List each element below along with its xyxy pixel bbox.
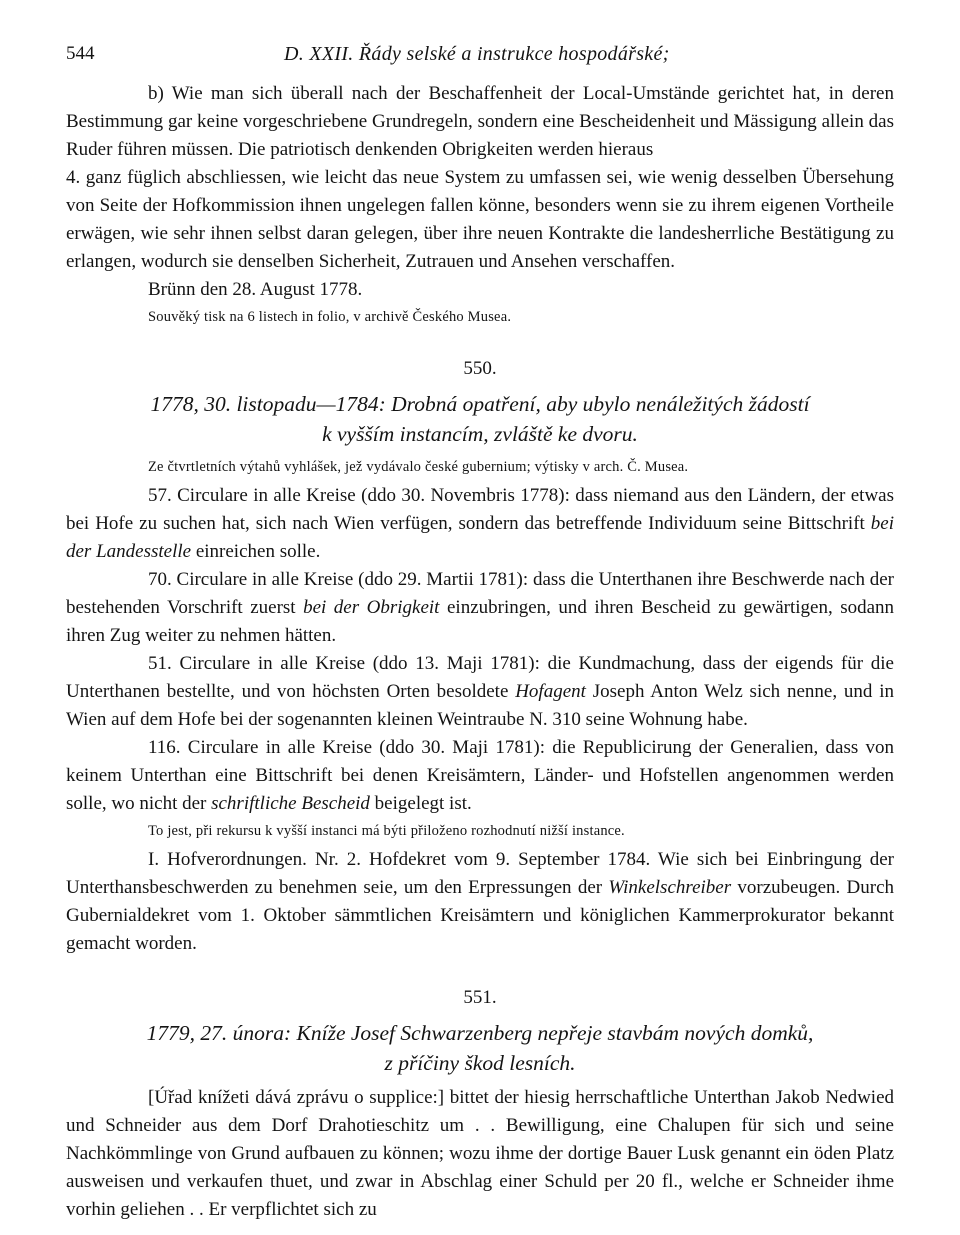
entry-70 xyxy=(66,566,894,650)
entry-I-end: vorzubeugen. Durch Gubernialdekret vom 1. Oktober sämmtlichen Kreisämtern und königlichen Kammerprokurator bekannt gemacht worden. xyxy=(66,877,894,954)
heading-line-1: 1779, 27. února: Kníže Josef Schwarzenberg nepřeje stavbám nových domků, xyxy=(146,1021,814,1045)
heading-line-2: k vyšším instancím, zvláště ke dvoru. xyxy=(322,422,638,446)
section-number-550: 550. xyxy=(463,358,497,379)
heading-line-1: 1778, 30. listopadu—1784: Drobná opatření, aby ubylo nenáležitých žádostí xyxy=(150,392,810,416)
entry-57 xyxy=(66,482,894,566)
running-title: D. XXII. Řády selské a instrukce hospodářské; xyxy=(284,43,670,65)
place-date: Brünn den 28. August 1778. xyxy=(148,279,363,300)
entry-116-text: 116. Circulare in alle Kreise (ddo 30. Maji 1781): die Republicirung der Generalien, dass von keinem Unterthan eine Bittschrift bei denen Kreisämtern, Länder- und Hofstellen angenommen werden solle, wo nicht der xyxy=(66,737,894,814)
running-header xyxy=(66,40,894,80)
entry-116 xyxy=(66,734,894,818)
entry-116-end: beigelegt ist. xyxy=(374,793,472,814)
entry-70-emphasis: bei der Obrigkeit xyxy=(303,597,440,618)
entry-51 xyxy=(66,650,894,734)
source-note-550: Ze čtvrtletních výtahů vyhlášek, jež vydávalo české gubernium; výtisky v arch. Č. Musea. xyxy=(148,459,689,475)
entry-57-end: einreichen solle. xyxy=(195,541,321,562)
paragraph-4: 4. ganz füglich abschliessen, wie leicht das neue System zu umfassen sei, wie wenig desselben Übersehung von Seite der Hofkommission ihnen ungelegen fallen könne, besonders wenn sie zu ihrem eigenen Vortheile erwägen, wie sehr ihnen selbst daran gelegen, über ihre neuen Kontrakte die landesherrliche Bestätigung zu erlangen, wodurch sie denselben Sicherheit, Zutrauen und Ansehen verschaffen. xyxy=(66,167,894,272)
entry-I xyxy=(66,846,894,958)
entry-70-text: 70. Circulare in alle Kreise (ddo 29. Martii 1781): dass die Unterthanen ihre Beschwerde nach der bestehenden Vorschrift zuerst xyxy=(66,569,894,618)
paragraph-551-body: [Úřad knížeti dává zprávu o supplice:] bittet der hiesig herrschaftliche Unterthan Jakob Nedwied und Schneider aus dem Dorf Drahotieschitz um . . Bewilligung, eine Chalupen für sich und seine Nachkömmlinge von Grund aufbauen zu können; wozu ihme der dortige Bauer Lusk genannt ein öden Platz ausweisen und verkaufen thuet, und zwar in Abschlag einer Schuld per 20 fl., welche er Schneider ihme vorhin geliehen . . Er verpflichtet sich zu xyxy=(66,1087,894,1220)
heading-line-2: z příčiny škod lesních. xyxy=(384,1051,576,1075)
entry-I-text: I. Hofverordnungen. Nr. 2. Hofdekret vom 9. September 1784. Wie sich bei Einbringung der Unterthansbeschwerden zu benehmen seie, um den Erpressungen der xyxy=(66,849,894,898)
page-number: 544 xyxy=(66,43,95,64)
entry-57-text: 57. Circulare in alle Kreise (ddo 30. Novembris 1778): dass niemand aus den Ländern, der etwas bei Hofe zu suchen hat, sich nach Wien verfügen, sondern das betreffende Individuum seine Bittschrift xyxy=(66,485,894,534)
entry-51-end: Joseph Anton Welz sich nenne, und in Wien auf dem Hofe bei der sogenannten kleinen Weintraube N. 310 seine Wohnung habe. xyxy=(66,681,894,730)
entry-116-emphasis: schriftliche Bescheid xyxy=(211,793,370,814)
entry-51-emphasis: Hofagent xyxy=(515,681,586,702)
entry-51-text: 51. Circulare in alle Kreise (ddo 13. Maji 1781): die Kundmachung, dass der eigends für die Unterthanen bestellte, und von höchsten Orten besoldete xyxy=(66,653,894,702)
source-note: Souvěký tisk na 6 listech in folio, v archivě Českého Musea. xyxy=(148,309,512,325)
section-number-551: 551. xyxy=(463,987,497,1008)
note-116: To jest, při rekursu k vyšší instanci má býti přiloženo rozhodnutí nižší instance. xyxy=(148,823,625,839)
entry-70-end: einzubringen, und ihren Bescheid zu gewärtigen, sodann ihren Zug weiter zu nehmen hätten. xyxy=(66,597,895,646)
paragraph-b: b) Wie man sich überall nach der Beschaffenheit der Local-Umstände gerichtet hat, in deren Bestimmung gar keine vorgeschriebene Grundregeln, sondern eine Bescheidenheit und Mässigung allein das Ruder führen müssen. Die patriotisch denkenden Obrigkeiten werden hieraus xyxy=(66,83,894,160)
entry-57-emphasis: bei der Landesstelle xyxy=(66,513,894,562)
entry-I-emphasis: Winkelschreiber xyxy=(608,877,732,898)
section-heading-551 xyxy=(66,1018,894,1078)
section-heading-550 xyxy=(66,389,894,449)
